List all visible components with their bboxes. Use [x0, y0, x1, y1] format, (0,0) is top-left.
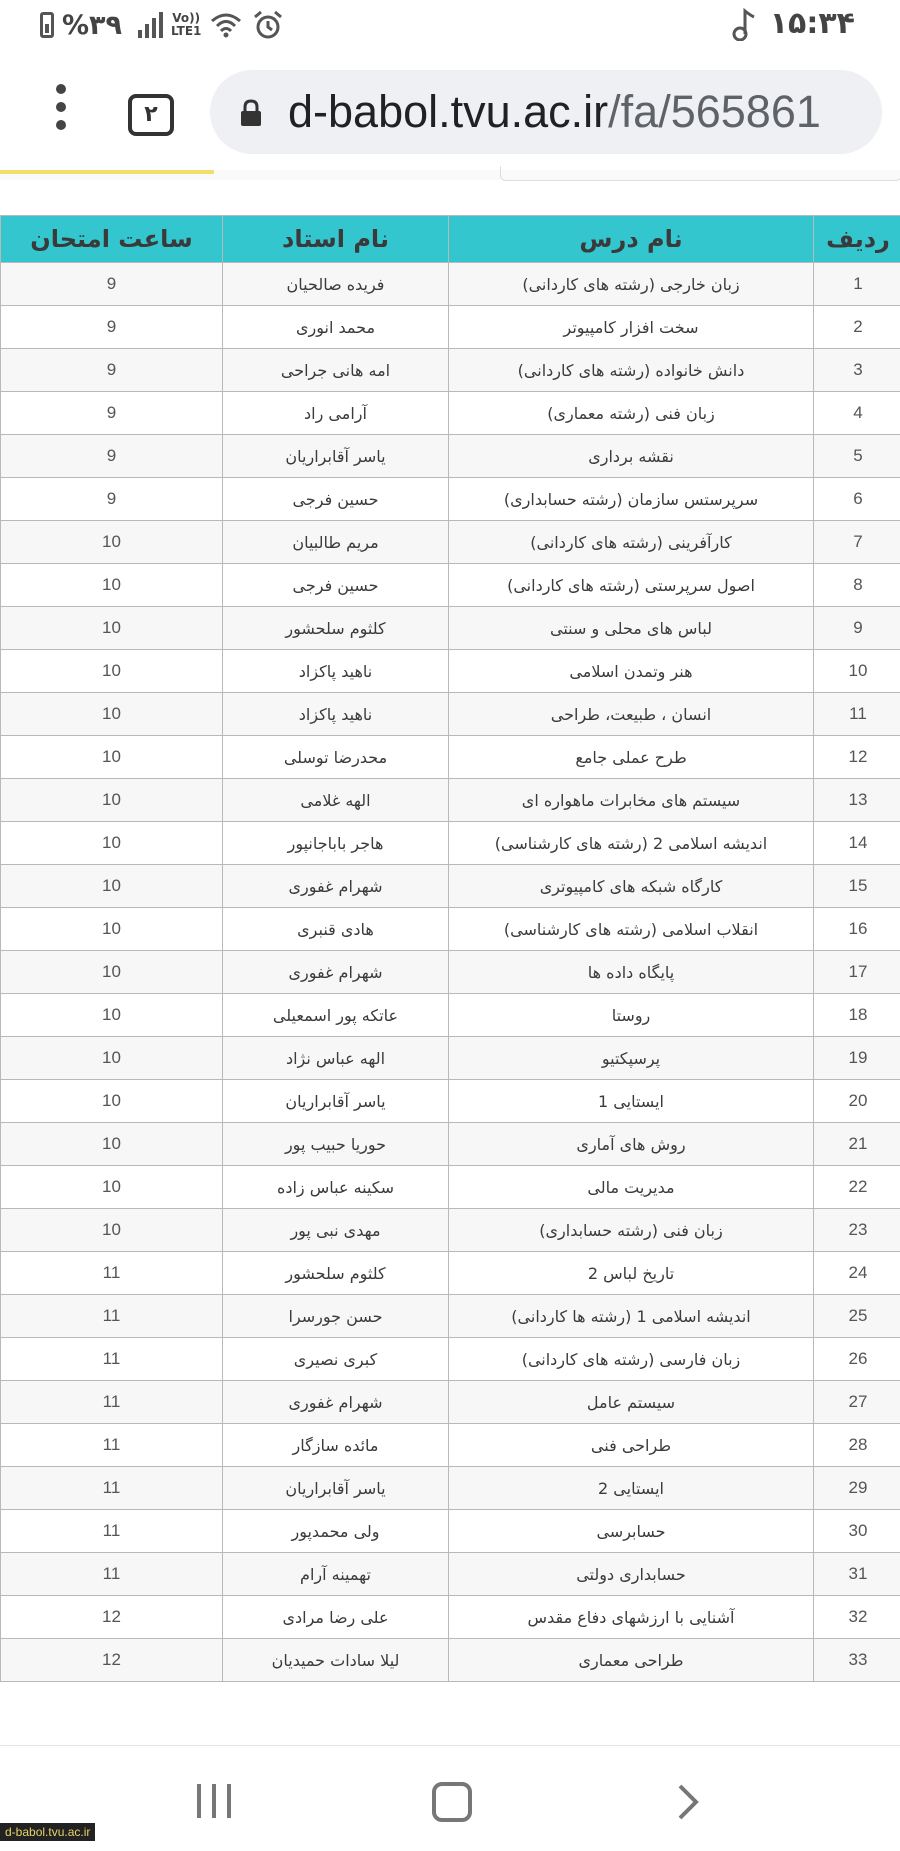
- cell-row-number: 14: [814, 822, 900, 865]
- cell-exam-time: 10: [1, 1080, 223, 1123]
- cell-teacher-name: هادی قنبری: [223, 908, 449, 951]
- cell-exam-time: 9: [1, 306, 223, 349]
- cell-exam-time: 10: [1, 1209, 223, 1252]
- table-body: [1, 263, 900, 1682]
- cell-course-name: کارآفرینی (رشته های کاردانی): [449, 521, 814, 564]
- status-bar: [0, 0, 900, 52]
- table-row: [1, 1166, 900, 1209]
- volte-indicator: [171, 12, 201, 38]
- cell-course-name: هنر وتمدن اسلامی: [449, 650, 814, 693]
- cell-exam-time: 9: [1, 392, 223, 435]
- cell-teacher-name: یاسر آقابراریان: [223, 1080, 449, 1123]
- cell-row-number: 1: [814, 263, 900, 306]
- cell-exam-time: 11: [1, 1295, 223, 1338]
- table-row: [1, 1123, 900, 1166]
- cell-teacher-name: حسین فرجی: [223, 478, 449, 521]
- cell-row-number: 31: [814, 1553, 900, 1596]
- cell-row-number: 2: [814, 306, 900, 349]
- cell-exam-time: 9: [1, 435, 223, 478]
- cell-course-name: حسابداری دولتی: [449, 1553, 814, 1596]
- table-row: [1, 908, 900, 951]
- cell-row-number: 22: [814, 1166, 900, 1209]
- table-row: [1, 349, 900, 392]
- cell-row-number: 5: [814, 435, 900, 478]
- cell-teacher-name: لیلا سادات حمیدیان: [223, 1639, 449, 1682]
- table-row: [1, 1080, 900, 1123]
- cell-teacher-name: یاسر آقابراریان: [223, 1467, 449, 1510]
- cell-teacher-name: تهمینه آرام: [223, 1553, 449, 1596]
- cell-row-number: 17: [814, 951, 900, 994]
- cell-row-number: 8: [814, 564, 900, 607]
- table-row: [1, 951, 900, 994]
- battery-icon: [40, 12, 54, 38]
- table-row: [1, 564, 900, 607]
- table-row: [1, 650, 900, 693]
- url-text[interactable]: [288, 84, 821, 140]
- cell-row-number: 13: [814, 779, 900, 822]
- cell-exam-time: 10: [1, 908, 223, 951]
- cell-row-number: 29: [814, 1467, 900, 1510]
- cell-exam-time: 11: [1, 1252, 223, 1295]
- cell-course-name: سرپرستس سازمان (رشته حسابداری): [449, 478, 814, 521]
- cell-course-name: حسابرسی: [449, 1510, 814, 1553]
- wifi-icon: [209, 8, 243, 42]
- cell-exam-time: 10: [1, 693, 223, 736]
- table-row: [1, 1295, 900, 1338]
- table-row: [1, 1381, 900, 1424]
- cell-course-name: انسان ، طبیعت، طراحی: [449, 693, 814, 736]
- cell-row-number: 20: [814, 1080, 900, 1123]
- cell-course-name: زبان فارسی (رشته های کاردانی): [449, 1338, 814, 1381]
- cell-row-number: 3: [814, 349, 900, 392]
- cell-exam-time: 11: [1, 1553, 223, 1596]
- cell-exam-time: 10: [1, 1037, 223, 1080]
- table-row: [1, 306, 900, 349]
- cell-course-name: طرح عملی جامع: [449, 736, 814, 779]
- cell-teacher-name: کلثوم سلحشور: [223, 607, 449, 650]
- cell-teacher-name: عاتکه پور اسمعیلی: [223, 994, 449, 1037]
- cell-row-number: 16: [814, 908, 900, 951]
- cell-course-name: زبان خارجی (رشته های کاردانی): [449, 263, 814, 306]
- cell-exam-time: 10: [1, 1123, 223, 1166]
- cell-row-number: 27: [814, 1381, 900, 1424]
- cell-row-number: 24: [814, 1252, 900, 1295]
- music-note-icon: [732, 7, 756, 41]
- url-path: /fa/565861: [608, 86, 821, 137]
- cell-exam-time: 9: [1, 349, 223, 392]
- cell-course-name: مدیریت مالی: [449, 1166, 814, 1209]
- table-row: [1, 607, 900, 650]
- status-right: [732, 6, 855, 41]
- table-row: [1, 994, 900, 1037]
- cell-exam-time: 10: [1, 607, 223, 650]
- cell-course-name: انقلاب اسلامی (رشته های کارشناسی): [449, 908, 814, 951]
- signal-icon: [138, 12, 163, 38]
- header-course-name: نام درس: [449, 216, 814, 263]
- cell-exam-time: 11: [1, 1424, 223, 1467]
- cell-row-number: 23: [814, 1209, 900, 1252]
- cell-row-number: 28: [814, 1424, 900, 1467]
- cell-course-name: زبان فنی (رشته حسابداری): [449, 1209, 814, 1252]
- cell-exam-time: 12: [1, 1639, 223, 1682]
- cell-exam-time: 9: [1, 478, 223, 521]
- cell-course-name: اصول سرپرستی (رشته های کاردانی): [449, 564, 814, 607]
- cell-teacher-name: ناهید پاکزاد: [223, 650, 449, 693]
- cell-row-number: 12: [814, 736, 900, 779]
- table-row: [1, 1639, 900, 1682]
- cell-row-number: 30: [814, 1510, 900, 1553]
- status-left: [40, 8, 285, 42]
- cell-course-name: ایستایی 1: [449, 1080, 814, 1123]
- cell-row-number: 7: [814, 521, 900, 564]
- cell-course-name: روش های آماری: [449, 1123, 814, 1166]
- loading-progress: [0, 170, 214, 174]
- table-row: [1, 1252, 900, 1295]
- cell-exam-time: 10: [1, 779, 223, 822]
- cell-exam-time: 11: [1, 1338, 223, 1381]
- alarm-icon: [251, 8, 285, 42]
- system-nav-bar: [0, 1745, 900, 1851]
- cell-teacher-name: یاسر آقابراریان: [223, 435, 449, 478]
- back-icon[interactable]: [668, 1782, 708, 1822]
- table-row: [1, 1209, 900, 1252]
- table-row: [1, 1596, 900, 1639]
- watermark: d-babol.tvu.ac.ir: [0, 1823, 95, 1841]
- cell-course-name: اندیشه اسلامی 2 (رشته های کارشناسی): [449, 822, 814, 865]
- cell-course-name: پایگاه داده ها: [449, 951, 814, 994]
- cell-course-name: سخت افزار کامپیوتر: [449, 306, 814, 349]
- cell-teacher-name: ولی محمدپور: [223, 1510, 449, 1553]
- cell-teacher-name: سکینه عباس زاده: [223, 1166, 449, 1209]
- cell-row-number: 6: [814, 478, 900, 521]
- cell-teacher-name: محدرضا توسلی: [223, 736, 449, 779]
- cell-row-number: 32: [814, 1596, 900, 1639]
- cell-exam-time: 10: [1, 650, 223, 693]
- cell-exam-time: 9: [1, 263, 223, 306]
- cell-course-name: پرسپکتیو: [449, 1037, 814, 1080]
- recents-icon[interactable]: [197, 1784, 231, 1818]
- url-domain: d-babol.tvu.ac.ir: [288, 86, 608, 137]
- header-row-number: ردیف: [814, 216, 900, 263]
- cell-row-number: 11: [814, 693, 900, 736]
- table-row: [1, 263, 900, 306]
- cell-row-number: 25: [814, 1295, 900, 1338]
- table-row: [1, 1338, 900, 1381]
- header-exam-time: ساعت امتحان: [1, 216, 223, 263]
- cell-exam-time: 10: [1, 736, 223, 779]
- table-row: [1, 1467, 900, 1510]
- table-row: [1, 1510, 900, 1553]
- battery-percent: %۳۹: [62, 10, 122, 41]
- table-row: [1, 779, 900, 822]
- menu-dots-icon[interactable]: [50, 80, 72, 140]
- cell-exam-time: 10: [1, 564, 223, 607]
- cell-course-name: ایستایی 2: [449, 1467, 814, 1510]
- table-row: [1, 521, 900, 564]
- table-row: [1, 736, 900, 779]
- cell-row-number: 19: [814, 1037, 900, 1080]
- cell-row-number: 10: [814, 650, 900, 693]
- cell-exam-time: 10: [1, 521, 223, 564]
- cell-teacher-name: حسن جورسرا: [223, 1295, 449, 1338]
- cell-exam-time: 10: [1, 865, 223, 908]
- exam-schedule-table-wrapper: [0, 215, 900, 1682]
- cell-exam-time: 11: [1, 1510, 223, 1553]
- cell-teacher-name: شهرام غفوری: [223, 951, 449, 994]
- cell-teacher-name: امه هانی جراحی: [223, 349, 449, 392]
- volte-bottom: LTE1: [171, 24, 201, 38]
- cell-exam-time: 11: [1, 1381, 223, 1424]
- cell-teacher-name: حسین فرجی: [223, 564, 449, 607]
- cell-course-name: سیستم های مخابرات ماهواره ای: [449, 779, 814, 822]
- page-element-edge: [500, 166, 900, 181]
- table-row: [1, 1037, 900, 1080]
- cell-course-name: طراحی فنی: [449, 1424, 814, 1467]
- cell-exam-time: 10: [1, 1166, 223, 1209]
- cell-teacher-name: مهدی نبی پور: [223, 1209, 449, 1252]
- cell-teacher-name: آرامی راد: [223, 392, 449, 435]
- cell-course-name: کارگاه شبکه های کامپیوتری: [449, 865, 814, 908]
- browser-toolbar: [0, 52, 900, 170]
- table-row: [1, 478, 900, 521]
- cell-teacher-name: مریم طالبیان: [223, 521, 449, 564]
- cell-course-name: نقشه برداری: [449, 435, 814, 478]
- cell-teacher-name: محمد انوری: [223, 306, 449, 349]
- cell-teacher-name: کلثوم سلحشور: [223, 1252, 449, 1295]
- cell-course-name: دانش خانواده (رشته های کاردانی): [449, 349, 814, 392]
- cell-course-name: سیستم عامل: [449, 1381, 814, 1424]
- volte-top: Vo)): [172, 11, 200, 25]
- table-row: [1, 1424, 900, 1467]
- cell-teacher-name: شهرام غفوری: [223, 865, 449, 908]
- table-row: [1, 1553, 900, 1596]
- cell-row-number: 21: [814, 1123, 900, 1166]
- cell-teacher-name: الهه عباس نژاد: [223, 1037, 449, 1080]
- table-row: [1, 435, 900, 478]
- cell-teacher-name: هاجر باباجانپور: [223, 822, 449, 865]
- cell-exam-time: 10: [1, 951, 223, 994]
- lock-icon: [240, 98, 262, 128]
- cell-course-name: طراحی معماری: [449, 1639, 814, 1682]
- cell-course-name: روستا: [449, 994, 814, 1037]
- cell-exam-time: 10: [1, 822, 223, 865]
- home-icon[interactable]: [432, 1782, 472, 1822]
- cell-teacher-name: الهه غلامی: [223, 779, 449, 822]
- tab-switcher-button[interactable]: ۲: [128, 94, 174, 136]
- cell-exam-time: 12: [1, 1596, 223, 1639]
- address-bar[interactable]: [210, 70, 882, 154]
- cell-teacher-name: مائده سازگار: [223, 1424, 449, 1467]
- table-row: [1, 693, 900, 736]
- header-teacher-name: نام استاد: [223, 216, 449, 263]
- cell-teacher-name: ناهید پاکزاد: [223, 693, 449, 736]
- cell-row-number: 33: [814, 1639, 900, 1682]
- table-row: [1, 392, 900, 435]
- cell-course-name: آشنایی با ارزشهای دفاع مقدس: [449, 1596, 814, 1639]
- cell-course-name: زبان فنی (رشته معماری): [449, 392, 814, 435]
- cell-teacher-name: شهرام غفوری: [223, 1381, 449, 1424]
- cell-row-number: 9: [814, 607, 900, 650]
- cell-teacher-name: کبری نصیری: [223, 1338, 449, 1381]
- cell-row-number: 15: [814, 865, 900, 908]
- cell-exam-time: 11: [1, 1467, 223, 1510]
- cell-course-name: اندیشه اسلامی 1 (رشته ها کاردانی): [449, 1295, 814, 1338]
- cell-row-number: 18: [814, 994, 900, 1037]
- cell-row-number: 26: [814, 1338, 900, 1381]
- table-row: [1, 822, 900, 865]
- cell-course-name: لباس های محلی و سنتی: [449, 607, 814, 650]
- cell-course-name: تاریخ لباس 2: [449, 1252, 814, 1295]
- cell-teacher-name: علی رضا مرادی: [223, 1596, 449, 1639]
- cell-row-number: 4: [814, 392, 900, 435]
- cell-teacher-name: فریده صالحیان: [223, 263, 449, 306]
- exam-schedule-table: [0, 215, 900, 1682]
- clock: ۱۵:۳۴: [770, 6, 855, 41]
- table-header-row: [1, 216, 900, 263]
- cell-exam-time: 10: [1, 994, 223, 1037]
- cell-teacher-name: حوریا حبیب پور: [223, 1123, 449, 1166]
- table-row: [1, 865, 900, 908]
